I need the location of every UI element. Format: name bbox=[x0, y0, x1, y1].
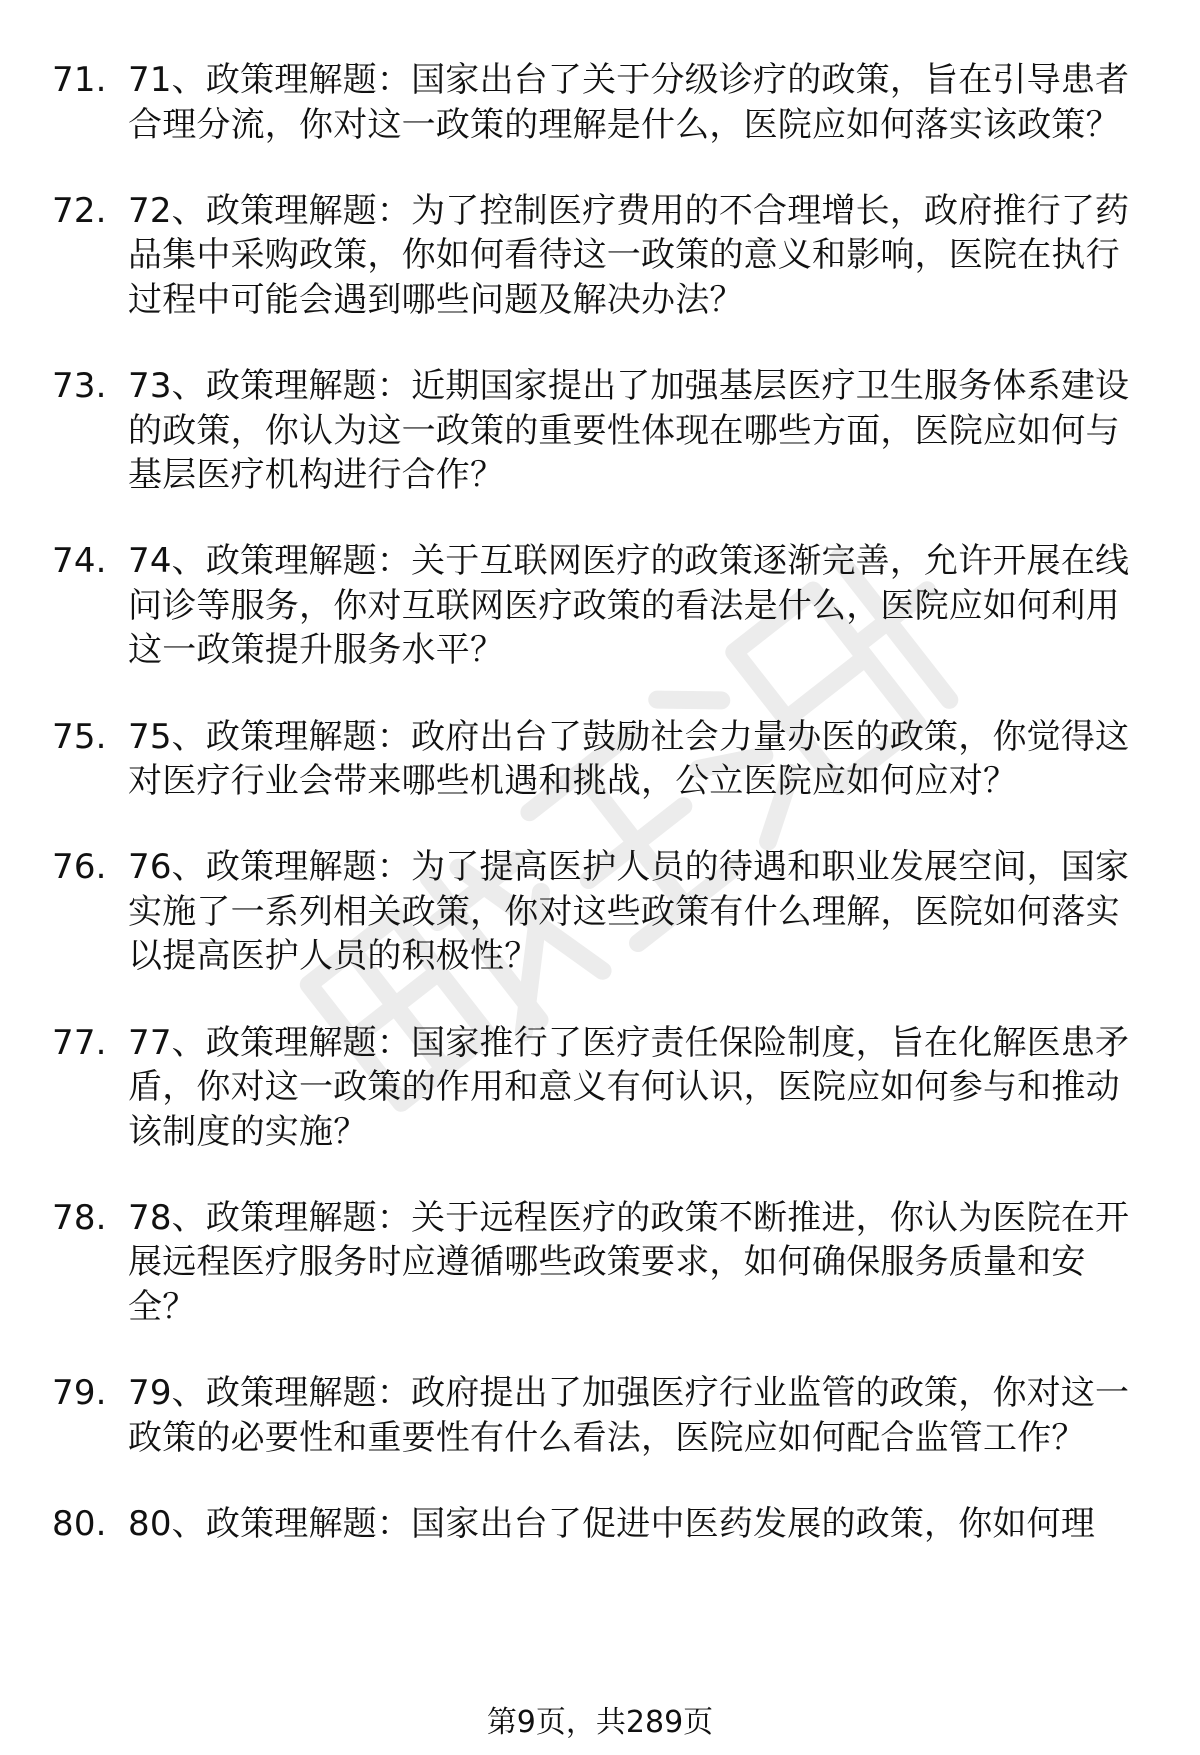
question-number: 71. bbox=[52, 60, 107, 100]
question-number: 79. bbox=[52, 1373, 107, 1414]
question-text: 76、政策理解题：为了提高医护人员的待遇和职业发展空间，国家实施了一系列相关政策，你对这些政策有什么理解，医院如何落实以提高医护人员的积极性？ bbox=[128, 847, 1130, 977]
question-number: 78. bbox=[52, 1197, 107, 1238]
question-item bbox=[0, 189, 1200, 323]
question-number: 77. bbox=[52, 1022, 107, 1063]
question-text: 75、政策理解题：政府出台了鼓励社会力量办医的政策，你觉得这对医疗行业会带来哪些机遇和挑战，公立医院应如何应对？ bbox=[128, 716, 1130, 802]
question-list bbox=[0, 58, 1200, 1588]
question-text: 78、政策理解题：关于远程医疗的政策不断推进，你认为医院在开展远程医疗服务时应遵循哪些政策要求，如何确保服务质量和安全？ bbox=[128, 1197, 1130, 1327]
question-text: 80、政策理解题：国家出台了促进中医药发展的政策，你如何理 bbox=[128, 1503, 1096, 1544]
question-number: 76. bbox=[52, 847, 107, 888]
page-footer: 第9页，共289页 bbox=[486, 1705, 714, 1740]
question-text: 74、政策理解题：关于互联网医疗的政策逐渐完善，允许开展在线问诊等服务，你对互联网医疗政策的看法是什么，医院应如何利用这一政策提升服务水平？ bbox=[128, 541, 1130, 671]
question-item bbox=[0, 1371, 1200, 1460]
question-item bbox=[0, 58, 1200, 147]
question-item bbox=[0, 845, 1200, 979]
question-number: 74. bbox=[52, 541, 107, 582]
question-item bbox=[0, 715, 1200, 804]
question-item bbox=[0, 364, 1200, 498]
question-number: 73. bbox=[52, 365, 107, 406]
question-item bbox=[0, 1021, 1200, 1155]
question-number: 75. bbox=[52, 716, 107, 757]
question-text: 73、政策理解题：近期国家提出了加强基层医疗卫生服务体系建设的政策，你认为这一政策的重要性体现在哪些方面，医院应如何与基层医疗机构进行合作？ bbox=[128, 365, 1130, 496]
question-number: 80. bbox=[52, 1503, 107, 1544]
question-item bbox=[0, 539, 1200, 673]
question-number: 72. bbox=[52, 190, 107, 231]
question-item bbox=[0, 1502, 1200, 1547]
question-item bbox=[0, 1196, 1200, 1330]
question-text: 72、政策理解题：为了控制医疗费用的不合理增长，政府推行了药品集中采购政策，你如何看待这一政策的意义和影响，医院在执行过程中可能会遇到哪些问题及解决办法？ bbox=[128, 190, 1130, 320]
question-text: 77、政策理解题：国家推行了医疗责任保险制度，旨在化解医患矛盾，你对这一政策的作用和意义有何认识，医院应如何参与和推动该制度的实施？ bbox=[128, 1022, 1130, 1152]
question-text: 79、政策理解题：政府提出了加强医疗行业监管的政策，你对这一政策的必要性和重要性有什么看法，医院应如何配合监管工作？ bbox=[128, 1373, 1130, 1458]
question-text: 71、政策理解题：国家出台了关于分级诊疗的政策，旨在引导患者合理分流，你对这一政策的理解是什么，医院应如何落实该政策？ bbox=[128, 60, 1130, 145]
